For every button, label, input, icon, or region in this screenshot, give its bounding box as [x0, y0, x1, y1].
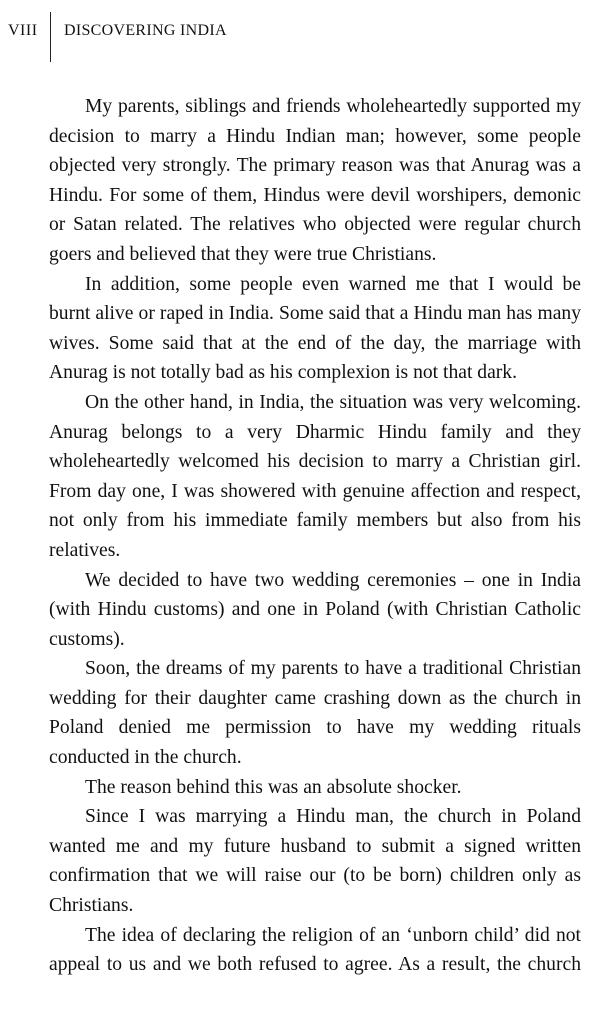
paragraph: My parents, siblings and friends wholeheartedly supported my decision to marry a Hindu Indian man; however, some people objected very strongly. The primary reason was that Anurag was a Hindu. For some of them, Hindus were devil worshipers, demonic or Satan related. The relatives who objected were regular church goers and believed that they were true Christians.	[49, 96, 581, 265]
page-header	[0, 18, 600, 68]
page-number: VIII	[8, 22, 38, 39]
paragraph: Since I was marrying a Hindu man, the church in Poland wanted me and my future husband to submit a signed written confirmation that we will raise our (to be born) children only as Christians.	[49, 806, 581, 917]
paragraph: On the other hand, in India, the situation was very welcoming. Anurag belongs to a very Dharmic Hindu family and they wholeheartedly welcomed his decision to marry a Christian girl. From day one, I was showered with genuine affection and respect, not only from his immediate family members but also from his relatives.	[49, 391, 581, 561]
running-title: DISCOVERING INDIA	[64, 22, 227, 39]
header-divider	[50, 12, 51, 62]
paragraph: Soon, the dreams of my parents to have a traditional Christian wedding for their daughter came crashing down as the church in Poland denied me permission to have my wedding rituals conducted in the church.	[49, 658, 581, 769]
paragraph: The idea of declaring the religion of an ‘unborn child’ did not appeal to us and we both refused to agree. As a result, the church	[49, 924, 581, 976]
body-text	[49, 92, 581, 980]
paragraph: In addition, some people even warned me that I would be burnt alive or raped in India. Some said that a Hindu man has many wives. Some said that at the end of the day, the marriage with Anurag is not totally bad as his complexion is not that dark.	[49, 273, 581, 384]
paragraph: The reason behind this was an absolute shocker.	[85, 776, 462, 798]
paragraph: We decided to have two wedding ceremonies – one in India (with Hindu customs) and one in Poland (with Christian Catholic customs).	[49, 569, 581, 650]
